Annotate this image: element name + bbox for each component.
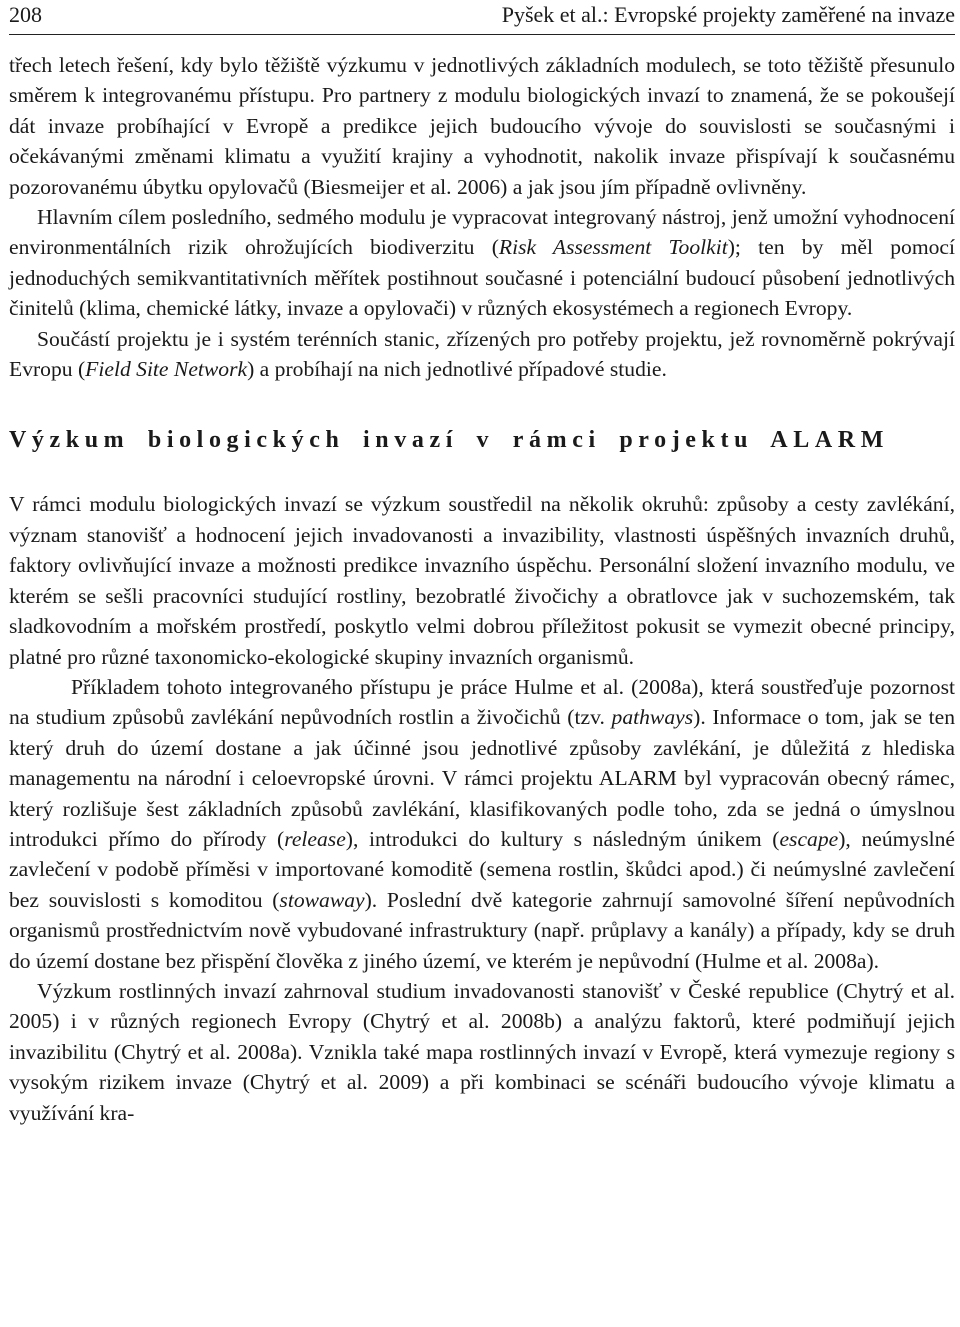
italic-term-stowaway: stowaway (279, 887, 365, 912)
paragraph-text: ); ten by měl pomocí jednoduchých semikvantitativních měřítek postihnout současné i potenciální budoucí působení jednotlivých činitelů (klima, chemické látky, invaze a opylovači) v různých ekosystémech a regionech Evropy. (9, 235, 955, 321)
italic-term-escape: escape (779, 826, 839, 851)
paragraph-invasion-module: V rámci modulu biologických invazí se výzkum soustředil na několik okruhů: způsoby a cesty zavlékání, význam stanovišť a hodnocení jejich invadovanosti a invazibility, vlastnosti úspěšných invazních druhů, faktory ovlivňující invaze a možnosti predikce invazního úspěchu. Personální složení invazního modulu, ve kterém se sešli pracovníci studující rostliny, bezobratlé živočichy a obratlovce jak v suchozemském, tak sladkovodním a mořském prostředí, poskytlo velmi dobrou příležitost pokusit se vymezit obecné principy, platné pro různé taxonomicko-ekologické skupiny invazních organismů. (9, 492, 955, 669)
paragraph-field-site-network (9, 324, 955, 385)
page-number: 208 (9, 2, 42, 27)
running-header (9, 0, 955, 35)
italic-term-release: release (284, 826, 346, 851)
paragraph-risk-assessment (9, 202, 955, 324)
paragraph-text: Součástí projektu je i systém terénních stanic, zřízených pro potřeby projektu, jež rovnoměrně pokrývají Evropu ( (9, 326, 955, 382)
paragraph-text: ) a probíhají na nich jednotlivé případové studie. (247, 357, 667, 382)
italic-term-field-site-network: Field Site Network (85, 357, 248, 382)
paragraph-text: Příkladem tohoto integrovaného přístupu je práce Hulme et al. (2008a), která soustřeďuje pozornost na studium způsobů zavlékání nepůvodních rostlin a živočichů (tzv. (9, 674, 955, 730)
paragraph-text: ). Poslední dvě kategorie zahrnují samovolné šíření nepůvodních organismů prostřednictvím nově vybudované infrastruktury (např. průplavy a kanály) a případy, kdy se druh do území dostane bez přispění člověka z jiného území, ve kterém je nepůvodní (Hulme et al. 2008a). (9, 887, 955, 973)
running-head-title: Pyšek et al.: Evropské projekty zaměřené na invaze (501, 2, 955, 27)
paragraph-text: Hlavním cílem posledního, sedmého modulu je vypracovat integrovaný nástroj, jenž umožní vyhodnocení environmentálních rizik ohrožujících biodiverzitu ( (9, 205, 955, 260)
article-body (9, 50, 955, 1128)
paragraph-text: ), neúmyslné zavlečení v podobě příměsi v importované komoditě (semena rostlin, škůdci apod.) či neúmyslné zavlečení bez souvislosti s komoditou ( (9, 826, 955, 912)
italic-term-pathways: pathways (611, 705, 694, 730)
paragraph-plant-invasions: Výzkum rostlinných invazí zahrnoval studium invadovanosti stanovišť v České republice (Chytrý et al. 2005) i v různých regionech Evropy (Chytrý et al. 2008b) a analýzu faktorů, které podmiňují jejich invazibilitu (Chytrý et al. 2008a). Vznikla také mapa rostlinných invazí v Evropě, která vymezuje regiony s vysokým rizikem invaze (Chytrý et al. 2009) a při kombinaci se scénáři budoucího vývoje klimatu a využívání kra- (9, 978, 955, 1125)
paragraph-pathways (9, 672, 955, 976)
paragraph-text: ). Informace o tom, jak se ten který druh do území dostane a jak účinné jsou jednotlivé způsoby zavlékání, je důležitá z hlediska managementu na národní i celoevropské úrovni. V rámci projektu ALARM byl vypracován obecný rámec, který rozlišuje šest základních způsobů zavlékání, klasifikovaných podle toho, zda se jedná o úmyslnou introdukci přímo do přírody ( (9, 705, 956, 851)
italic-term-risk-assessment-toolkit: Risk Assessment Toolkit (498, 235, 728, 260)
section-heading: Výzkum biologických invazí v rámci projektu ALARM (9, 427, 889, 454)
paragraph-continued: třech letech řešení, kdy bylo těžiště výzkumu v jednotlivých základních modulech, se toto těžiště přesunulo směrem k integrovanému přístupu. Pro partnery z modulu biologických invazí to znamená, že se pokoušejí dát invaze probíhající v Evropě a predikce jejich budoucího vývoje do souvislosti se současnými i očekávanými změnami klimatu a využití krajiny a vyhodnotit, nakolik invaze přispívají k současnému pozorovanému úbytku opylovačů (Biesmeijer et al. 2006) a jak jsou jím případně ovlivněny. (9, 53, 955, 199)
paragraph-text: ), introdukci do kultury s následným únikem ( (345, 826, 780, 851)
